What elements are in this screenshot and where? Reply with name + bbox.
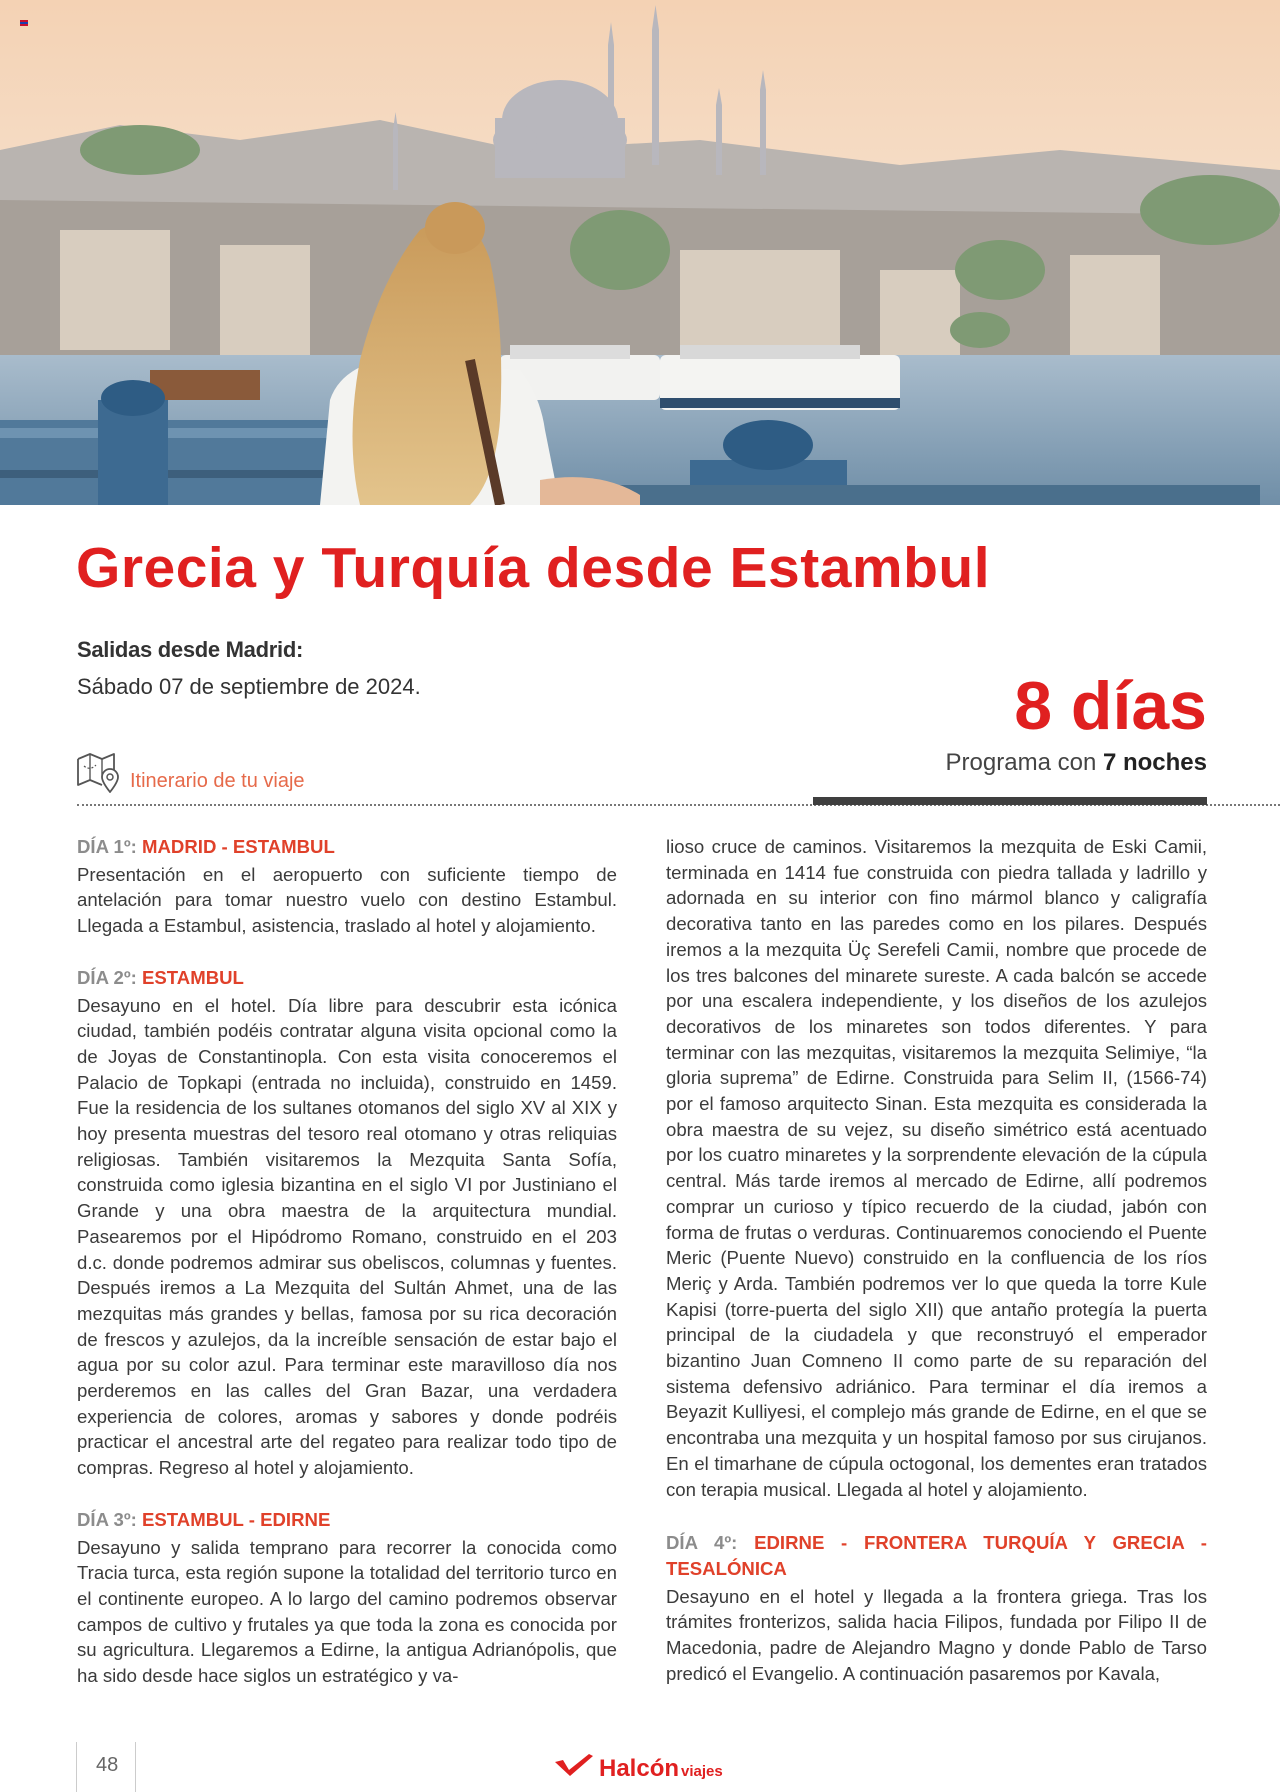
- day-4-route: EDIRNE - FRONTERA TURQUÍA Y GRECIA - TESALÓNICA: [666, 1532, 1207, 1579]
- departure-label: Salidas desde Madrid:: [77, 637, 303, 662]
- day-3-route: ESTAMBUL - EDIRNE: [142, 1508, 331, 1530]
- day-3-text-part2: lioso cruce de caminos. Visitaremos la mezquita de Eski Camii, terminada en 1414 fue construida con piedra tallada y ladrillo y adornada en su interior con fino mármol blanco y caligrafía decorativa tanto en las paredes como en los pilares. Después iremos a la mezquita Üç Serefeli Camii, nombre que procede de los tres balcones del minarete sureste. A cada balcón se accede por una escalera independiente, y los diseños de los azulejos decorativos de los minaretes son todos diferentes. Y para terminar con las mezquitas, visitaremos la mezquita Selimiye, “la gloria suprema” de Edirne. Construida para Selim II, (1566-74) por el famoso arquitecto Sinan. Esta mezquita es considerada la obra maestra de su vejez, su diseño simétrico está acentuado por los cuatro minaretes y la sorprendente elevación de la cúpula central. Más tarde iremos al mercado de Edirne, allí podremos comprar un curioso y típico recuerdo de la ciudad, jabón con forma de frutas o verduras. Continuaremos conociendo el Puente Meric (Puente Nuevo) construido en la confluencia de los ríos Meriç y Arda. También podremos ver lo que queda la torre Kule Kapisi (torre-puerta del siglo XII) que antaño protegía la puerta principal de la ciudadela y que reconstruyó el emperador bizantino Juan Comneno II como parte de su reparación del sistema defensivo adriánico. Para terminar el día iremos a Beyazit Kulliyesi, el complejo más grande de Edirne, en el que se encontraba una mezquita y un hospital famoso por sus cirujanos. En el timarhane de cúpula octogonal, los dementes eran tratados con terapia musical. Llegada al hotel y alojamiento.: [666, 836, 1207, 1500]
- day-2-text: Desayuno en el hotel. Día libre para descubrir esta icónica ciudad, también podéis contratar alguna visita opcional como la de Joyas de Constantinopla. Con esta visita conoceremos el Palacio de Topkapi (entrada no incluida), construido en 1459. Fue la residencia de los sultanes otomanos del siglo XV al XIX y hoy presenta muestras del tesoro real otomano y otras reliquias religiosas. También visitaremos la Mezquita Santa Sofía, construida como iglesia bizantina en el siglo VI por Justiniano el Grande y una obra maestra de la arquitectura mundial. Pasearemos por el Hipódromo Romano, construido en el 203 d.c. donde podremos admirar sus obeliscos, columnas y fuentes. Después iremos a La Mezquita del Sultán Ahmet, una de las mezquitas más grandes y bellas, famosa por su rica decoración de frescos y azulejos, da la increíble sensación de estar bajo el agua por su color azul. Para terminar este maravilloso día nos perderemos en las calles del Gran Bazar, una verdadera experiencia de colores, aromas y sabores y donde podréis practicar el ancestral arte del regateo para realizar todo tipo de compras. Regreso al hotel y alojamiento.: [77, 994, 617, 1479]
- page-number: 48: [96, 1754, 119, 1776]
- day-1-text: Presentación en el aeropuerto con suficiente tiempo de antelación para tomar nuestro vuelo con destino Estambul. Llegada a Estambul, asistencia, traslado al hotel y alojamiento.: [77, 863, 617, 937]
- day-4-text: Desayuno en el hotel y llegada a la frontera griega. Tras los trámites fronterizos, salida hacia Filipos, fundada por Filipo II de Macedonia, padre de Alejandro Magno y donde Pablo de Tarso predicó el Evangelio. A continuación pasaremos por Kavala,: [666, 1585, 1207, 1684]
- spain-flag-icon: [20, 20, 28, 26]
- halcon-check-logo-icon: [553, 1752, 595, 1776]
- day-3-label: DÍA 3º:: [77, 1508, 137, 1530]
- page-title: Grecia y Turquía desde Estambul: [76, 536, 991, 600]
- day-1-heading: [77, 834, 617, 860]
- itinerary-column-left: [77, 834, 617, 1689]
- day-4-label: DÍA 4º:: [666, 1532, 738, 1554]
- program-nights: [946, 749, 1207, 777]
- map-pin-icon: [76, 751, 124, 793]
- day-1-label: DÍA 1º:: [77, 836, 137, 857]
- day-3-text-part1: Desayuno y salida temprano para recorrer la conocida como Tracia turca, esta región supone la totalidad del territorio turco en el continente europeo. A lo largo del camino podremos observar campos de cultivo y frutales ya que toda la zona es conocida por su agricultura. Llegaremos a Edirne, la antigua Adrianópolis, que ha sido desde hace siglos un estratégico y va-: [77, 1536, 617, 1687]
- program-prefix: Programa con: [945, 749, 1103, 776]
- brand-name: Halcón: [599, 1755, 680, 1782]
- itinerary-heading: [76, 750, 305, 793]
- departure-date: Sábado 07 de septiembre de 2024.: [77, 674, 421, 699]
- day-2-heading: [77, 965, 617, 991]
- istanbul-skyline-illustration: [0, 0, 1280, 505]
- hero-photo: [0, 0, 1280, 505]
- footer-divider-left: [76, 1742, 77, 1792]
- trip-duration-days: 8 días: [1014, 668, 1207, 744]
- brand-sub: viajes: [681, 1763, 723, 1780]
- day-2-route: ESTAMBUL: [142, 966, 244, 988]
- day-4-heading: [666, 1530, 1207, 1581]
- halcon-logo: [553, 1752, 723, 1783]
- accent-bar: [813, 797, 1207, 805]
- itinerary-column-right: [666, 834, 1207, 1687]
- footer-divider-right: [135, 1742, 136, 1792]
- day-1-route: MADRID - ESTAMBUL: [142, 836, 335, 857]
- day-3-heading: [77, 1507, 617, 1533]
- itinerary-label: Itinerario de tu viaje: [130, 770, 305, 792]
- day-2-label: DÍA 2º:: [77, 966, 137, 988]
- program-nights-count: 7 noches: [1102, 749, 1207, 776]
